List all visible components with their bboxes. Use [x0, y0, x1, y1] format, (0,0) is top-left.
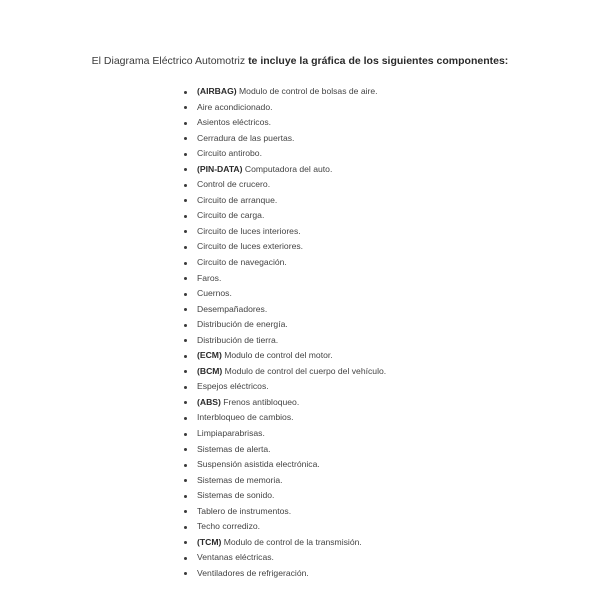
component-list-item [183, 239, 386, 255]
component-text: Distribución de tierra. [197, 334, 279, 345]
bullet-icon [184, 510, 187, 513]
bullet-icon [184, 417, 187, 420]
component-list-item [183, 84, 386, 100]
component-text: Interbloqueo de cambios. [197, 412, 294, 423]
component-code: (PIN-DATA) [197, 163, 243, 174]
component-list-item [183, 333, 386, 349]
component-list-item [183, 519, 386, 535]
component-list-item [183, 504, 386, 520]
intro-bold-text: te incluye la gráfica de los siguientes componentes: [248, 54, 509, 67]
bullet-icon [184, 541, 187, 544]
bullet-icon [184, 91, 187, 94]
component-text: Cuernos. [197, 288, 232, 299]
bullet-icon [184, 215, 187, 218]
component-list-item [183, 317, 386, 333]
component-list-item [183, 410, 386, 426]
bullet-icon [184, 230, 187, 233]
component-code: (BCM) [197, 365, 223, 376]
bullet-icon [184, 122, 187, 125]
component-text: Espejos eléctricos. [197, 381, 269, 392]
bullet-icon [184, 464, 187, 467]
component-text: Distribución de energía. [197, 319, 288, 330]
component-list-item [183, 193, 386, 209]
component-list-item [183, 442, 386, 458]
component-text: Suspensión asistida electrónica. [197, 459, 320, 470]
component-text: Computadora del auto. [242, 163, 333, 174]
component-text: Circuito de arranque. [197, 194, 278, 205]
component-code: (ABS) [197, 396, 221, 407]
component-text: Modulo de control de bolsas de aire. [236, 86, 378, 96]
component-text: Circuito de luces exteriores. [197, 241, 304, 252]
component-list-item [183, 473, 386, 489]
component-text: Modulo de control del cuerpo del vehículo. [222, 365, 387, 376]
bullet-icon [184, 370, 187, 373]
bullet-icon [184, 355, 187, 358]
component-text: Frenos antibloqueo. [220, 396, 300, 407]
component-list-item [183, 255, 386, 271]
bullet-icon [184, 153, 187, 156]
component-list-item [183, 100, 386, 116]
component-text: Asientos eléctricos. [197, 117, 272, 128]
bullet-icon [184, 293, 187, 296]
intro-paragraph [80, 54, 520, 69]
component-list-item [183, 177, 386, 193]
bullet-icon [184, 262, 187, 265]
component-text: Sistemas de sonido. [197, 490, 275, 501]
component-list-item [183, 488, 386, 504]
component-text: Faros. [197, 272, 222, 283]
component-text: Modulo de control de la transmisión. [221, 536, 362, 547]
bullet-icon [184, 479, 187, 482]
component-list-item [183, 131, 386, 147]
bullet-icon [184, 277, 187, 280]
component-list-item [183, 364, 386, 380]
bullet-icon [184, 246, 187, 249]
component-text: Ventanas eléctricas. [197, 552, 274, 563]
component-text: Control de crucero. [197, 179, 271, 190]
component-text: Sistemas de memoria. [197, 474, 283, 485]
component-list-item [183, 379, 386, 395]
bullet-icon [184, 308, 187, 311]
component-list-item [183, 348, 386, 364]
component-list-item [183, 426, 386, 442]
component-list-item [183, 286, 386, 302]
component-text: Sistemas de alerta. [197, 443, 271, 454]
component-list-item [183, 146, 386, 162]
bullet-icon [184, 339, 187, 342]
component-text: Aire acondicionado. [197, 101, 273, 112]
bullet-icon [184, 184, 187, 187]
bullet-icon [184, 448, 187, 451]
component-code: (TCM) [197, 536, 222, 547]
component-text: Circuito de luces interiores. [197, 225, 301, 236]
component-list-item [183, 302, 386, 318]
component-list-item [183, 566, 386, 582]
component-text: Desempañadores. [197, 303, 268, 314]
bullet-icon [184, 495, 187, 498]
component-list-item [183, 224, 386, 240]
component-text: Tablero de instrumentos. [197, 505, 292, 516]
component-text: Techo corredizo. [197, 521, 261, 532]
bullet-icon [184, 572, 187, 575]
component-list-item [183, 208, 386, 224]
bullet-icon [184, 401, 187, 404]
component-list-item [183, 271, 386, 287]
bullet-icon [184, 106, 187, 109]
component-list-item [183, 550, 386, 566]
component-text: Ventiladores de refrigeración. [197, 567, 309, 578]
bullet-icon [184, 199, 187, 202]
bullet-icon [184, 433, 187, 436]
component-text: Limpiaparabrisas. [197, 428, 265, 439]
bullet-icon [184, 324, 187, 327]
component-code: (AIRBAG) [197, 86, 237, 96]
intro-plain-text: El Diagrama Eléctrico Automotriz [91, 54, 249, 67]
component-text: Circuito de carga. [197, 210, 265, 221]
component-text: Cerradura de las puertas. [197, 132, 295, 143]
bullet-icon [184, 386, 187, 389]
bullet-icon [184, 557, 187, 560]
component-list-item [183, 457, 386, 473]
component-text: Modulo de control del motor. [221, 350, 333, 361]
bullet-icon [184, 168, 187, 171]
component-list-item [183, 535, 386, 551]
components-list [183, 84, 386, 582]
component-text: Circuito de navegación. [197, 257, 287, 268]
bullet-icon [184, 137, 187, 140]
component-list-item [183, 115, 386, 131]
component-list-item [183, 162, 386, 178]
bullet-icon [184, 526, 187, 529]
component-code: (ECM) [197, 350, 222, 361]
component-list-item [183, 395, 386, 411]
component-text: Circuito antirobo. [197, 148, 262, 159]
